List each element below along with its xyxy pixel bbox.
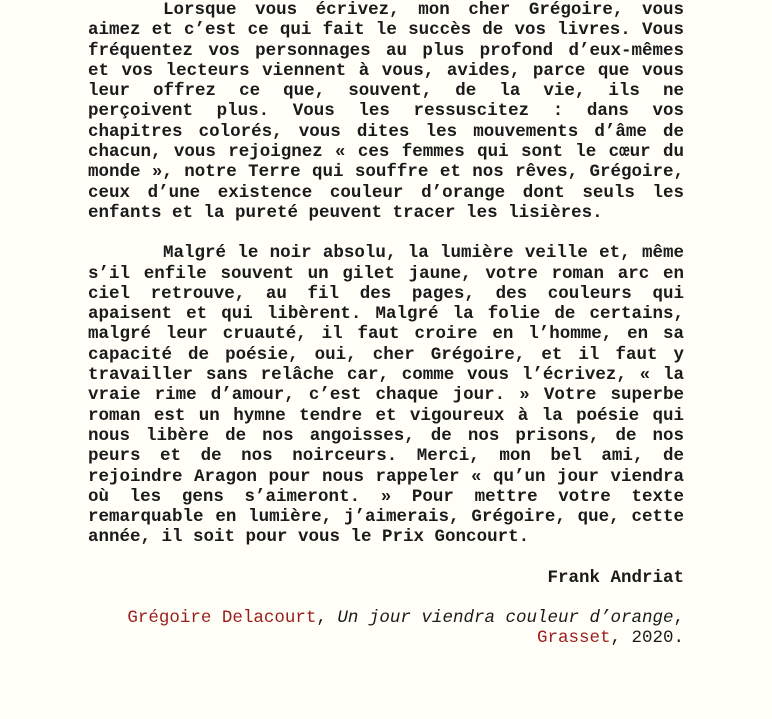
citation-separator-2: , bbox=[673, 608, 684, 629]
signature: Frank Andriat bbox=[547, 567, 684, 588]
book-citation bbox=[88, 608, 684, 649]
paragraph-1: Lorsque vous écrivez, mon cher Grégoire, vous aimez et c’est ce qui fait le succès de vos livres. Vous fréquentez vos personnages au plus profond d’eux-mêmes et vos lecteurs viennent à vous, avides, parce que vous leur offrez ce que, souvent, de la vie, ils ne perçoivent plus. Vous les ressuscitez : dans vos chapitres colorés, vous dites les mouvements d’âme de chacun, vous rejoignez « ces femmes qui sont le cœur du monde », notre Terre qui souffre et nos rêves, Grégoire, ceux d’une existence couleur d’orange dont seuls les enfants et la pureté peuvent tracer les lisières. bbox=[88, 0, 684, 223]
citation-year: , 2020. bbox=[610, 628, 684, 649]
book-title: Un jour viendra couleur d’orange bbox=[337, 608, 674, 629]
paragraph-2: Malgré le noir absolu, la lumière veille et, même s’il enfile souvent un gilet jaune, votre roman arc en ciel retrouve, au fil des pages, des couleurs qui apaisent et qui libèrent. Malgré la folie de certains, malgré leur cruauté, il faut croire en l’homme, en sa capacité de poésie, oui, cher Grégoire, et il faut y travailler sans relâche car, comme vous l’écrivez, « la vraie rime d’amour, c’est chaque jour. » Votre superbe roman est un hymne tendre et vigoureux à la poésie qui nous libère de nos angoisses, de nos prisons, de nos peurs et de nos noirceurs. Merci, mon bel ami, de rejoindre Aragon pour nous rappeler « qu’un jour viendra où les gens s’aimeront. » Pour mettre votre texte remarquable en lumière, j’aimerais, Grégoire, que, cette année, il soit pour vous le Prix Goncourt. bbox=[88, 243, 684, 548]
citation-separator-1: , bbox=[316, 608, 338, 629]
author-link[interactable]: Grégoire Delacourt bbox=[127, 608, 317, 629]
letter-page bbox=[88, 0, 684, 649]
publisher-link[interactable]: Grasset bbox=[536, 628, 611, 649]
